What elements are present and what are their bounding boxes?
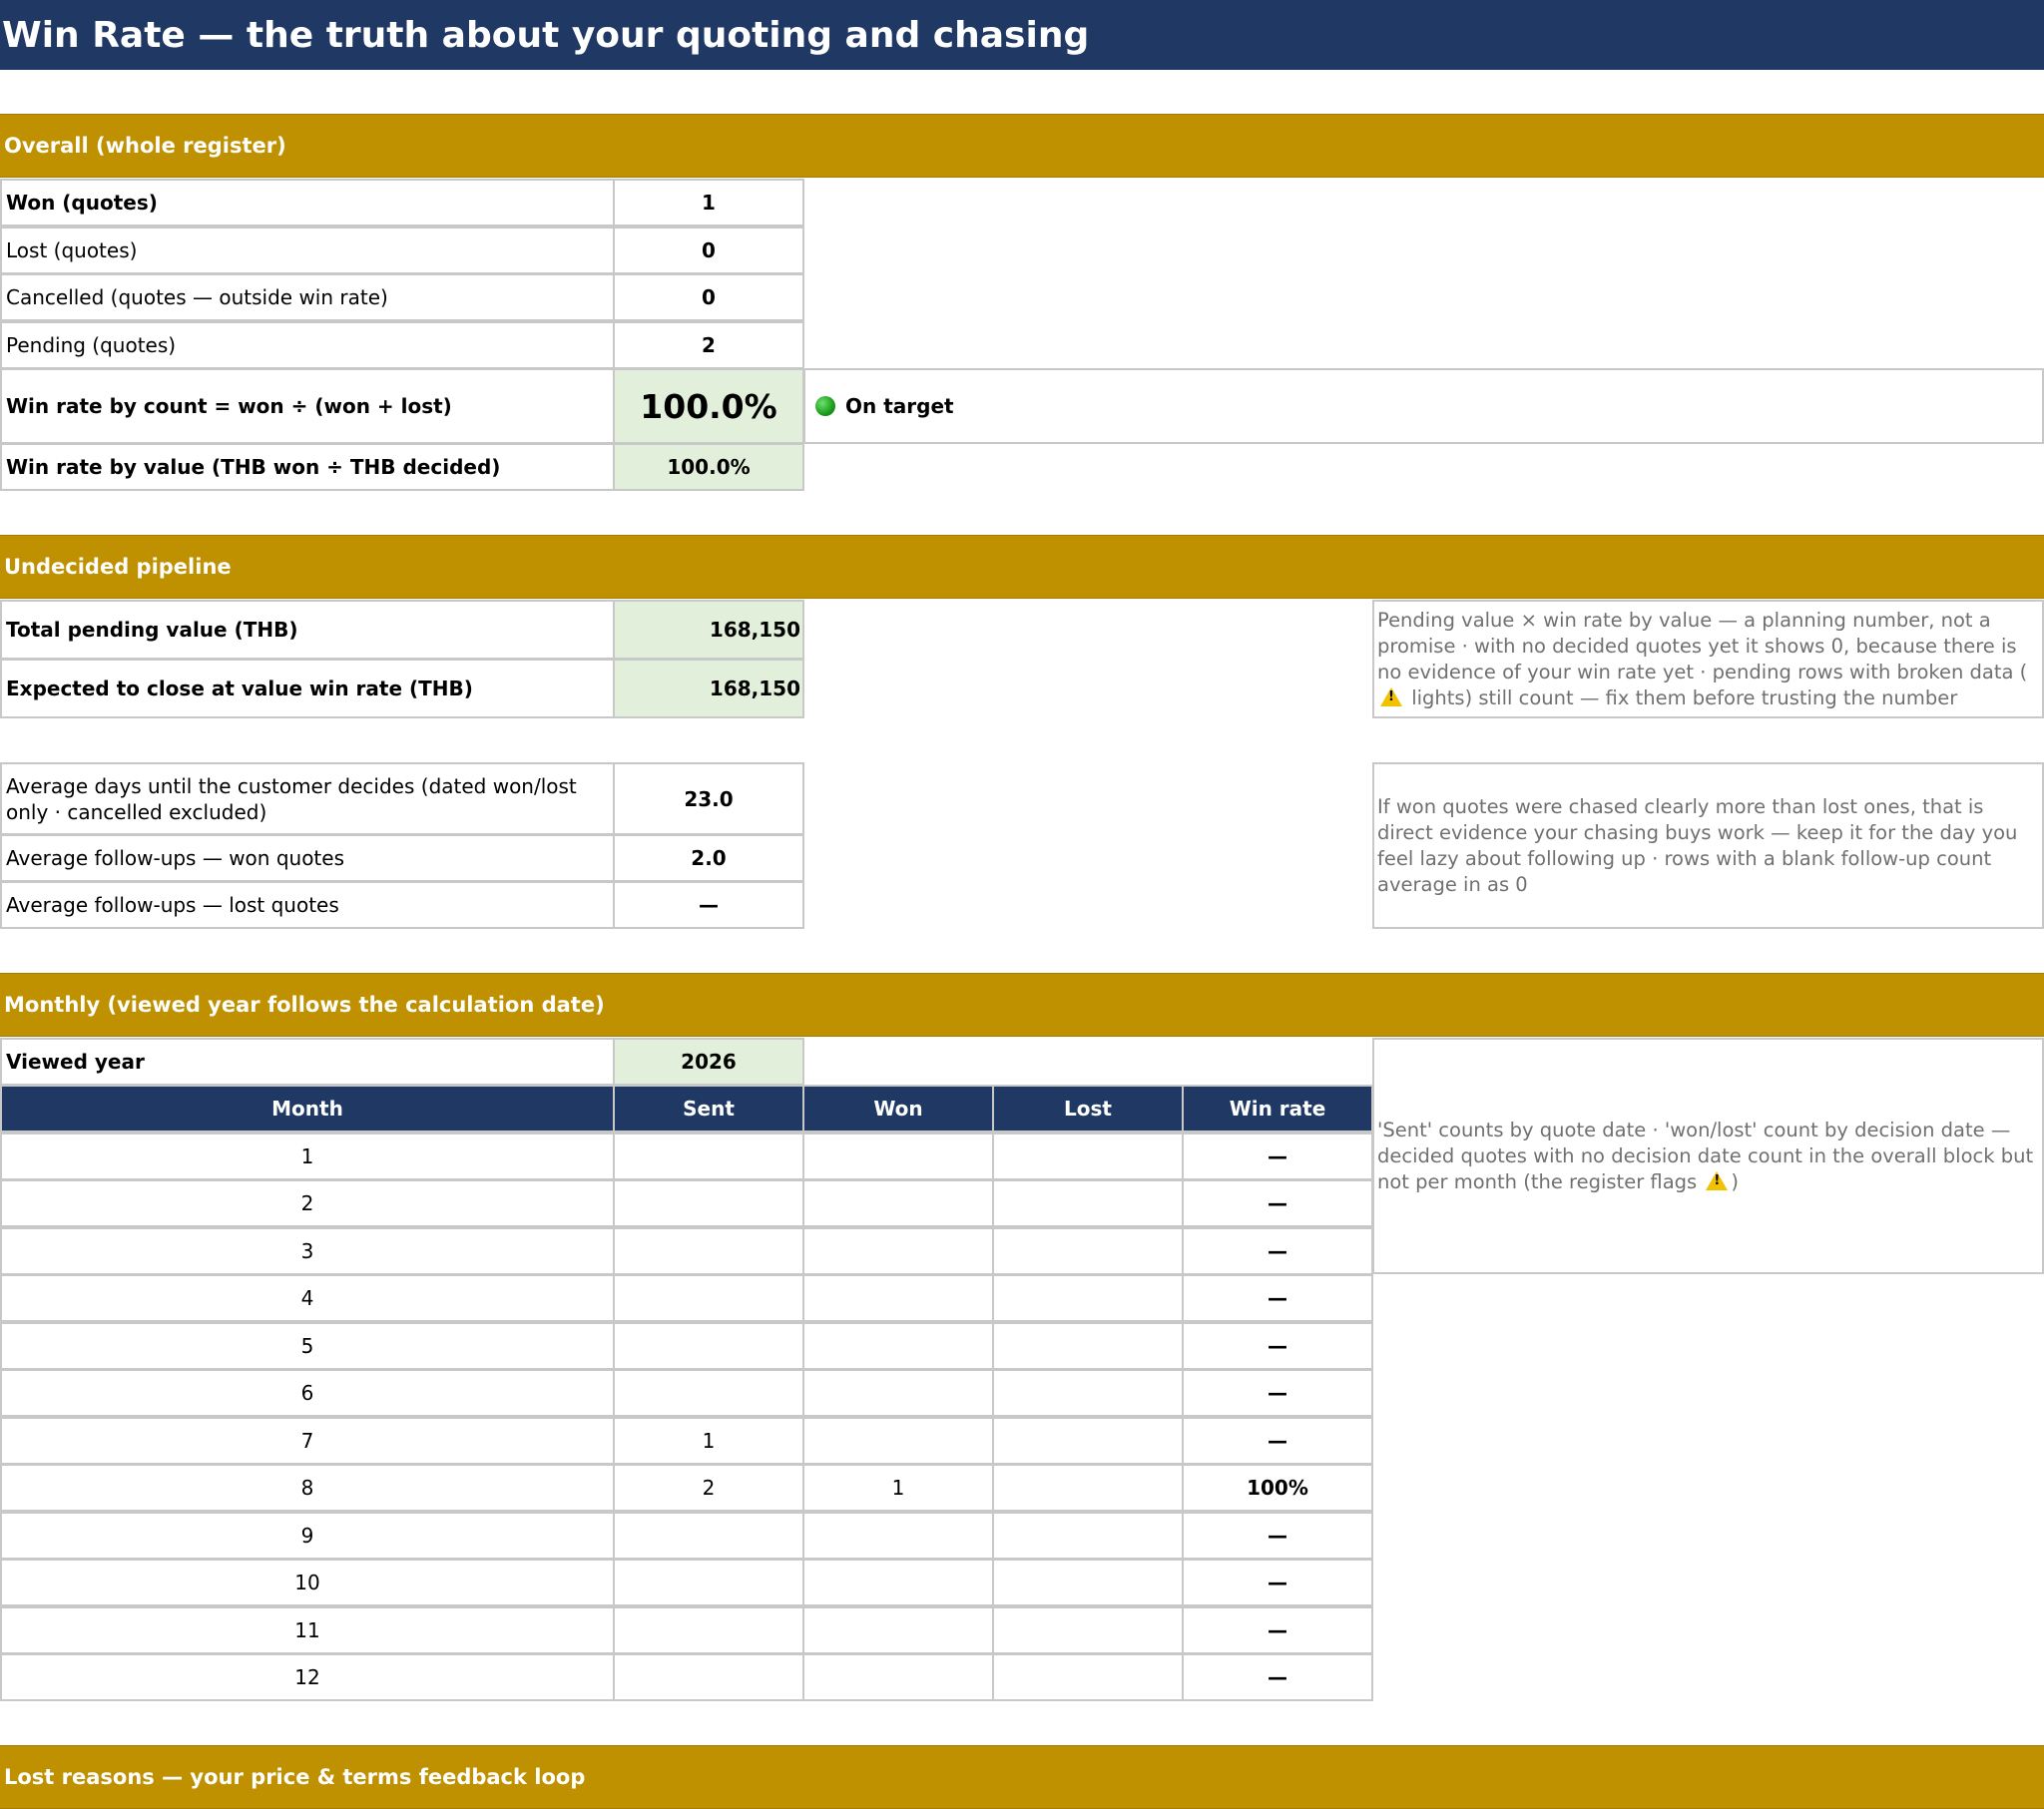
- table-cell-rate[interactable]: —: [1182, 1179, 1373, 1227]
- table-cell-sent[interactable]: 2: [613, 1464, 804, 1512]
- win-rate-status-text: On target: [845, 394, 954, 418]
- section-header-overall: Overall (whole register): [0, 114, 2044, 178]
- table-cell-sent[interactable]: [613, 1132, 804, 1180]
- table-cell-won[interactable]: 1: [802, 1464, 994, 1512]
- table-cell-rate[interactable]: —: [1182, 1417, 1373, 1465]
- col-header-won: Won: [802, 1085, 994, 1132]
- table-cell-rate[interactable]: —: [1182, 1512, 1373, 1560]
- table-cell-month[interactable]: 12: [0, 1653, 615, 1701]
- table-cell-rate[interactable]: —: [1182, 1227, 1373, 1275]
- table-cell-sent[interactable]: [613, 1512, 804, 1560]
- viewed-year-value[interactable]: 2026: [613, 1038, 804, 1086]
- section-header-lost-reasons: Lost reasons — your price & terms feedback loop: [0, 1745, 2044, 1809]
- table-cell-rate[interactable]: —: [1182, 1322, 1373, 1370]
- section-header-pipeline: Undecided pipeline: [0, 535, 2044, 599]
- table-cell-rate[interactable]: —: [1182, 1653, 1373, 1701]
- timing-note: If won quotes were chased clearly more than lost ones, that is direct evidence your chasing buys work — keep it for the day you feel lazy about following up · rows with a blank follow-up count average in as 0: [1372, 762, 2044, 929]
- col-header-win-rate: Win rate: [1182, 1085, 1373, 1132]
- table-cell-lost[interactable]: [992, 1132, 1184, 1180]
- table-cell-month[interactable]: 6: [0, 1369, 615, 1417]
- warning-icon: [1706, 1171, 1728, 1190]
- pending-label: Pending (quotes): [0, 321, 615, 369]
- table-cell-lost[interactable]: [992, 1274, 1184, 1322]
- table-cell-won[interactable]: [802, 1322, 994, 1370]
- table-cell-won[interactable]: [802, 1417, 994, 1465]
- table-cell-lost[interactable]: [992, 1606, 1184, 1654]
- pipeline-note-text-2: lights) still count — fix them before trusting the number: [1405, 685, 1958, 709]
- table-cell-sent[interactable]: [613, 1179, 804, 1227]
- table-cell-sent[interactable]: [613, 1274, 804, 1322]
- avg-followups-won-value[interactable]: 2.0: [613, 834, 804, 882]
- table-cell-lost[interactable]: [992, 1417, 1184, 1465]
- win-rate-count-label: Win rate by count = won ÷ (won + lost): [0, 368, 615, 444]
- table-cell-lost[interactable]: [992, 1653, 1184, 1701]
- table-cell-month[interactable]: 1: [0, 1132, 615, 1180]
- col-header-month: Month: [0, 1085, 615, 1132]
- table-cell-lost[interactable]: [992, 1464, 1184, 1512]
- win-rate-value-label: Win rate by value (THB won ÷ THB decided): [0, 443, 615, 491]
- warning-icon: [1380, 687, 1402, 706]
- col-header-sent: Sent: [613, 1085, 804, 1132]
- total-pending-label: Total pending value (THB): [0, 600, 615, 660]
- table-cell-lost[interactable]: [992, 1369, 1184, 1417]
- section-header-monthly: Monthly (viewed year follows the calculation date): [0, 973, 2044, 1037]
- table-cell-sent[interactable]: [613, 1653, 804, 1701]
- won-value[interactable]: 1: [613, 179, 804, 226]
- col-header-lost: Lost: [992, 1085, 1184, 1132]
- table-cell-month[interactable]: 8: [0, 1464, 615, 1512]
- table-cell-sent[interactable]: [613, 1559, 804, 1606]
- viewed-year-label: Viewed year: [0, 1038, 615, 1086]
- table-cell-sent[interactable]: [613, 1606, 804, 1654]
- pipeline-note: [1372, 600, 2044, 718]
- table-cell-month[interactable]: 5: [0, 1322, 615, 1370]
- win-rate-count-value[interactable]: 100.0%: [613, 368, 804, 444]
- table-cell-rate[interactable]: —: [1182, 1274, 1373, 1322]
- table-cell-lost[interactable]: [992, 1559, 1184, 1606]
- table-cell-month[interactable]: 11: [0, 1606, 615, 1654]
- table-cell-month[interactable]: 10: [0, 1559, 615, 1606]
- expected-close-value[interactable]: 168,150: [613, 659, 804, 718]
- page-title: Win Rate — the truth about your quoting and chasing: [0, 0, 2044, 70]
- avg-followups-lost-label: Average follow-ups — lost quotes: [0, 881, 615, 929]
- table-cell-sent[interactable]: 1: [613, 1417, 804, 1465]
- table-cell-month[interactable]: 7: [0, 1417, 615, 1465]
- table-cell-rate[interactable]: —: [1182, 1132, 1373, 1180]
- expected-close-label: Expected to close at value win rate (THB): [0, 659, 615, 718]
- table-cell-month[interactable]: 4: [0, 1274, 615, 1322]
- cancelled-value[interactable]: 0: [613, 273, 804, 321]
- monthly-note: [1372, 1038, 2044, 1274]
- pending-value[interactable]: 2: [613, 321, 804, 369]
- table-cell-rate[interactable]: —: [1182, 1369, 1373, 1417]
- lost-value[interactable]: 0: [613, 226, 804, 274]
- monthly-note-text-1: 'Sent' counts by quote date · 'won/lost' count by decision date — decided quotes with no decision date count in the overall block but not per month (the register flags: [1377, 1118, 2034, 1193]
- lost-label: Lost (quotes): [0, 226, 615, 274]
- table-cell-won[interactable]: [802, 1179, 994, 1227]
- table-cell-lost[interactable]: [992, 1179, 1184, 1227]
- avg-days-label: Average days until the customer decides (dated won/lost only · cancelled excluded): [0, 762, 615, 835]
- table-cell-rate[interactable]: —: [1182, 1559, 1373, 1606]
- table-cell-rate[interactable]: —: [1182, 1606, 1373, 1654]
- avg-days-value[interactable]: 23.0: [613, 762, 804, 835]
- table-cell-sent[interactable]: [613, 1369, 804, 1417]
- win-rate-value-value[interactable]: 100.0%: [613, 443, 804, 491]
- avg-followups-won-label: Average follow-ups — won quotes: [0, 834, 615, 882]
- table-cell-month[interactable]: 2: [0, 1179, 615, 1227]
- table-cell-won[interactable]: [802, 1274, 994, 1322]
- avg-followups-lost-value[interactable]: —: [613, 881, 804, 929]
- table-cell-sent[interactable]: [613, 1322, 804, 1370]
- cancelled-label: Cancelled (quotes — outside win rate): [0, 273, 615, 321]
- table-cell-month[interactable]: 3: [0, 1227, 615, 1275]
- pipeline-note-text-1: Pending value × win rate by value — a planning number, not a promise · with no decided quotes yet it shows 0, because there is no evidence of your win rate yet · pending rows with broken data (: [1377, 608, 2028, 683]
- table-cell-won[interactable]: [802, 1227, 994, 1275]
- table-cell-lost[interactable]: [992, 1227, 1184, 1275]
- table-cell-won[interactable]: [802, 1653, 994, 1701]
- table-cell-lost[interactable]: [992, 1512, 1184, 1560]
- win-rate-status: [803, 368, 2044, 444]
- won-label: Won (quotes): [0, 179, 615, 226]
- table-cell-won[interactable]: [802, 1369, 994, 1417]
- table-cell-won[interactable]: [802, 1132, 994, 1180]
- table-cell-month[interactable]: 9: [0, 1512, 615, 1560]
- table-cell-won[interactable]: [802, 1512, 994, 1560]
- table-cell-won[interactable]: [802, 1606, 994, 1654]
- table-cell-rate[interactable]: 100%: [1182, 1464, 1373, 1512]
- status-green-dot-icon: [815, 396, 835, 416]
- table-cell-lost[interactable]: [992, 1322, 1184, 1370]
- table-cell-won[interactable]: [802, 1559, 994, 1606]
- total-pending-value[interactable]: 168,150: [613, 600, 804, 660]
- monthly-note-text-2: ): [1731, 1169, 1739, 1193]
- table-cell-sent[interactable]: [613, 1227, 804, 1275]
